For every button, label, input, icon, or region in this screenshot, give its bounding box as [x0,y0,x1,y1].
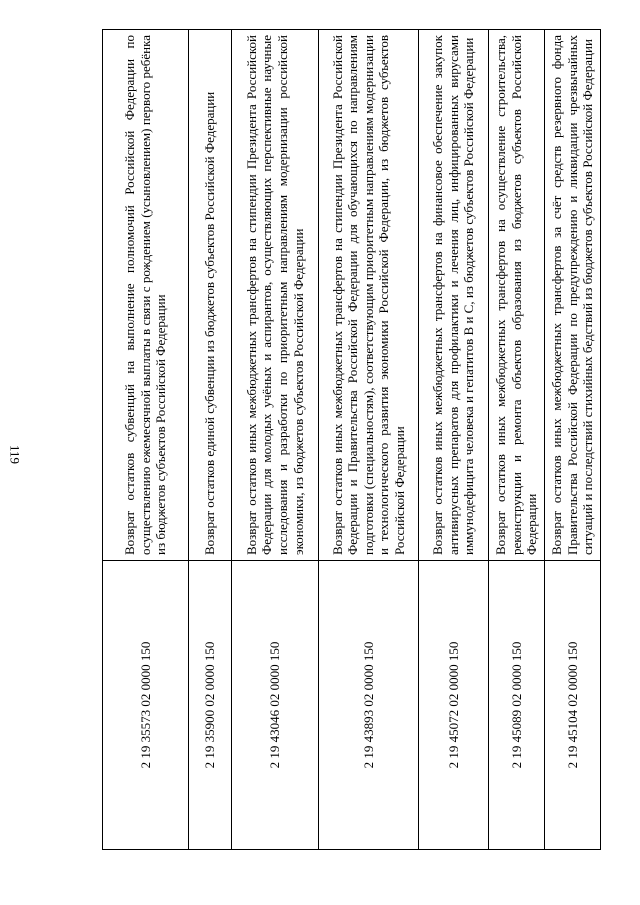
table-row [419,30,489,850]
description-cell: Возврат остатков субвенций на выполнение полномочий Российской Федерации по осуществлению ежемесячной выплаты в связи с рождением (усыновлением) первого ребёнка из бюджетов субъектов Российской Федерации [103,30,189,561]
description-cell: Возврат остатков иных межбюджетных трансфертов на стипендии Президента Российской Федерации для молодых учёных и аспирантов, осуществляющих перспективные научные исследования и разработки по приоритетным направлениям модернизации российской экономики, из бюджетов субъектов Российской Федерации [232,30,319,561]
budget-code-cell: 2 19 43893 02 0000 150 [319,561,419,850]
table-row [545,30,601,850]
budget-code-cell: 2 19 45104 02 0000 150 [545,561,601,850]
description-cell: Возврат остатков иных межбюджетных трансфертов на стипендии Президента Российской Федерации и Правительства Российской Федерации для обучающихся по направлениям подготовки (специальностям), соответствующим приоритетным направлениям модернизации и технологического развития экономики Российской Федерации, из бюджетов субъектов Российской Федерации [319,30,419,561]
table-row [103,30,189,850]
table-row [489,30,545,850]
description-cell: Возврат остатков иных межбюджетных трансфертов на финансовое обеспечение закупок антивирусных препаратов для профилактики и лечения лиц, инфицированных вирусами иммунодефицита человека и гепатитов B и C, из бюджетов субъектов Российской Федерации [419,30,489,561]
table-row [319,30,419,850]
budget-code-cell: 2 19 43046 02 0000 150 [232,561,319,850]
budget-codes-table [102,29,601,850]
description-cell: Возврат остатков иных межбюджетных трансфертов на осуществление строительства, реконструкции и ремонта объектов образования из бюджетов субъектов Российской Федерации [489,30,545,561]
table-row [232,30,319,850]
budget-code-cell: 2 19 35900 02 0000 150 [189,561,232,850]
description-cell: Возврат остатков иных межбюджетных трансфертов за счёт средств резервного фонда Правительства Российской Федерации по предупреждению и ликвидации чрезвычайных ситуаций и последствий стихийных бедствий из бюджетов субъектов Российской Федерации [545,30,601,561]
description-cell: Возврат остатков единой субвенции из бюджетов субъектов Российской Федерации [189,30,232,561]
budget-code-cell: 2 19 45089 02 0000 150 [489,561,545,850]
budget-code-cell: 2 19 35573 02 0000 150 [103,561,189,850]
budget-code-cell: 2 19 45072 02 0000 150 [419,561,489,850]
page-number: 119 [7,444,23,465]
table-row [189,30,232,850]
rotated-page-content [102,35,600,850]
